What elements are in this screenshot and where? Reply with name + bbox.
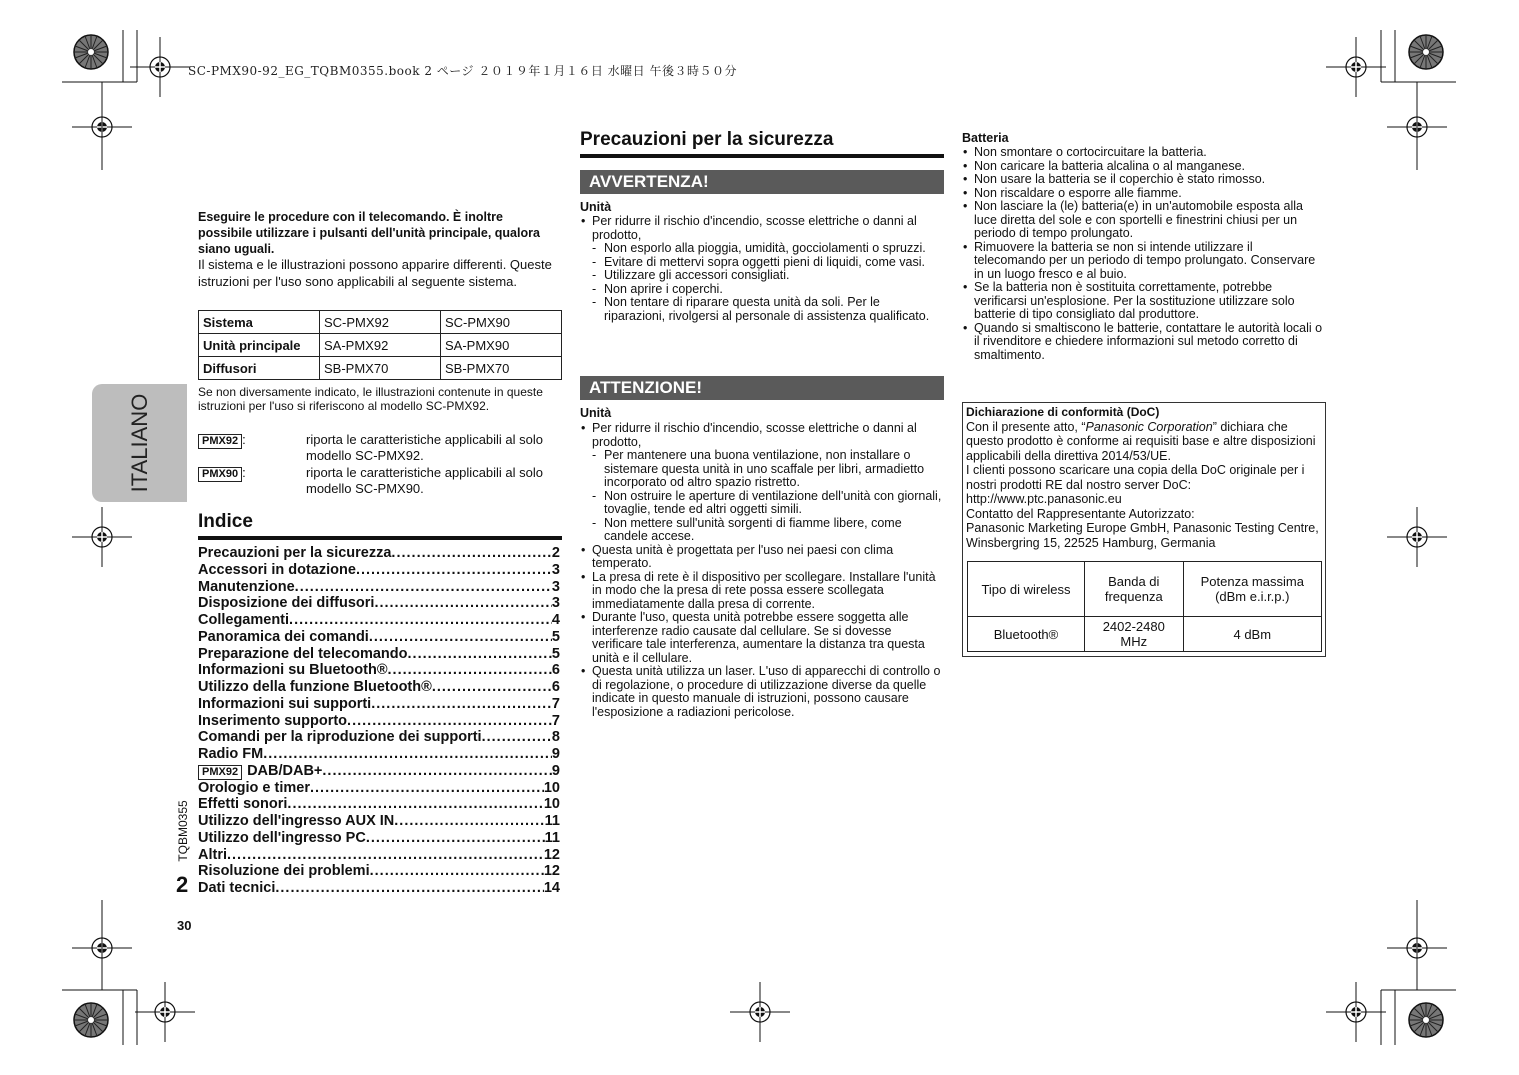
system-table: [198, 310, 562, 380]
list-item: • Per ridurre il rischio d'incendio, scosse elettriche o danni al prodotto,: [580, 215, 944, 242]
list-item: - Non esporlo alla pioggia, umidità, gocciolamenti o spruzzi.: [580, 242, 944, 256]
caution-list: [580, 422, 944, 719]
language-label: ITALIANO: [126, 393, 152, 493]
toc-item[interactable]: Radio FM ..... 9: [198, 746, 560, 763]
toc-item[interactable]: Precauzioni per la sicurezza ..... 2: [198, 545, 560, 562]
language-tab: [92, 384, 187, 502]
table-header: Banda di frequenza: [1085, 562, 1184, 617]
list-item: • Questa unità utilizza un laser. L'uso di apparecchi di controllo o di regolazione, o procedure di utilizzazione diverse da quelle indicate in questo manuale di istruzioni, possono causare l'esposizione a radiazioni pericolose.: [580, 665, 944, 719]
table-cell: Diffusori: [199, 357, 320, 380]
intro-text: Il sistema e le illustrazioni possono apparire differenti. Queste istruzioni per l'uso sono applicabili al seguente sistema.: [198, 257, 552, 289]
battery-list: [962, 146, 1326, 362]
toc-item[interactable]: Effetti sonori ..... 10: [198, 796, 560, 813]
model-tag-text: riporta le caratteristiche applicabili al solo modello SC-PMX90.: [306, 465, 544, 496]
list-item: • Quando si smaltiscono le batterie, contattare le autorità locali o il rivenditore e chiedere informazioni sul metodo corretto di smaltimento.: [962, 322, 1326, 363]
table-cell: Bluetooth®: [968, 617, 1085, 652]
battery-title: Batteria: [962, 131, 1009, 145]
doc-statement: Con il presente atto, “Panasonic Corporation” dichiara che questo prodotto è conforme ai requisiti base e altre disposizioni applicabili della direttiva 2014/53/UE.: [966, 419, 1316, 463]
doc-text: [966, 405, 1322, 550]
table-cell: SA-PMX92: [320, 334, 441, 357]
toc-item[interactable]: Orologio e timer ..... 10: [198, 780, 560, 797]
toc-item[interactable]: Altri ..... 12: [198, 847, 560, 864]
toc-item[interactable]: Dati tecnici ..... 14: [198, 880, 560, 897]
table-cell: SC-PMX90: [441, 311, 562, 334]
list-item: - Utilizzare gli accessori consigliati.: [580, 269, 944, 283]
list-item: • Questa unità è progettata per l'uso nei paesi con clima temperato.: [580, 544, 944, 571]
toc-item[interactable]: Utilizzo dell'ingresso PC ..... 11: [198, 830, 560, 847]
list-item: • Non usare la batteria se il coperchio è stato rimosso.: [962, 173, 1326, 187]
toc-item[interactable]: Preparazione del telecomando ..... 5: [198, 646, 560, 663]
print-header: SC-PMX90-92_EG_TQBM0355.book 2 ページ ２０１９年１月１６日 水曜日 午後３時５０分: [188, 64, 737, 78]
model-badge: PMX90: [198, 467, 242, 482]
toc-item[interactable]: Utilizzo della funzione Bluetooth® ..... 6: [198, 679, 560, 696]
model-tag-row: PMX90 : riporta le caratteristiche applicabili al solo modello SC-PMX90.: [198, 465, 560, 497]
model-badge: PMX92: [198, 434, 242, 449]
toc-item[interactable]: Informazioni sui supporti ..... 7: [198, 696, 560, 713]
table-row: [199, 334, 562, 357]
doc-title: Dichiarazione di conformità (DoC): [966, 405, 1160, 419]
table-row: [968, 562, 1322, 617]
table-of-contents: [198, 545, 560, 897]
table-cell: SA-PMX90: [441, 334, 562, 357]
caution-banner: ATTENZIONE!: [580, 376, 944, 400]
doc-url[interactable]: http://www.ptc.panasonic.eu: [966, 492, 1122, 506]
list-item: - Non tentare di riparare questa unità da soli. Per le riparazioni, rivolgersi al personale di assistenza qualificato.: [580, 296, 944, 323]
toc-item[interactable]: Comandi per la riproduzione dei supporti ..... 8: [198, 729, 560, 746]
doc-code: TQBM0355: [176, 800, 190, 862]
list-item: • Non riscaldare o esporre alle fiamme.: [962, 187, 1326, 201]
toc-item[interactable]: Panoramica dei comandi ..... 5: [198, 629, 560, 646]
toc-item[interactable]: Collegamenti ..... 4: [198, 612, 560, 629]
toc-item[interactable]: Manutenzione ..... 3: [198, 579, 560, 596]
table-header: Potenza massima (dBm e.i.r.p.): [1183, 562, 1321, 617]
table-cell: Unità principale: [199, 334, 320, 357]
toc-item[interactable]: Risoluzione dei problemi ..... 12: [198, 863, 560, 880]
list-item: • La presa di rete è il dispositivo per scollegare. Installare l'unità in modo che la presa di rete possa essere scollegata immediatamente dalla presa di corrente.: [580, 571, 944, 612]
safety-rule: [580, 154, 944, 158]
table-cell: SB-PMX70: [441, 357, 562, 380]
model-badge: PMX92: [198, 765, 242, 780]
warning-list: [580, 215, 944, 323]
doc-contact-label: Contatto del Rappresentante Autorizzato:: [966, 506, 1195, 521]
warning-banner: AVVERTENZA!: [580, 170, 944, 194]
list-item: • Non lasciare la (le) batteria(e) in un'automobile esposta alla luce diretta del sole e con sportelli e finestrini chiusi per un periodo di tempo prolungato.: [962, 200, 1326, 241]
list-item: • Per ridurre il rischio d'incendio, scosse elettriche o danni al prodotto,: [580, 422, 944, 449]
list-item: - Non ostruire le aperture di ventilazione dell'unità con giornali, tovaglie, tende ed altri oggetti simili.: [580, 490, 944, 517]
list-item: • Se la batteria non è sostituita correttamente, potrebbe verificarsi un'esplosione. Per la sostituzione utilizzare solo batterie di tipo consigliato dal produttore.: [962, 281, 1326, 322]
list-item: • Durante l'uso, questa unità potrebbe essere soggetta alle interferenze radio causate dal cellulare. Se si dovesse verificare tale interferenza, aumentare la distanza tra questa unità e il cellulare.: [580, 611, 944, 665]
toc-item[interactable]: PMX92 DAB/DAB+ ..... 9: [198, 763, 560, 780]
list-item: - Evitare di mettervi sopra oggetti pieni di liquidi, come vasi.: [580, 256, 944, 270]
table-cell: Sistema: [199, 311, 320, 334]
list-item: • Rimuovere la batteria se non si intende utilizzare il telecomando per un periodo di tempo prolungato. Conservare in un luogo fresco e al buio.: [962, 241, 1326, 282]
model-tag-row: PMX92 : riporta le caratteristiche applicabili al solo modello SC-PMX92.: [198, 432, 560, 464]
wireless-table: [967, 561, 1322, 652]
index-rule: [198, 536, 562, 540]
table-cell: 2402-2480 MHz: [1085, 617, 1184, 652]
list-item: • Non smontare o cortocircuitare la batteria.: [962, 146, 1326, 160]
caution-subhead: Unità: [580, 406, 612, 420]
table-row: [968, 617, 1322, 652]
page-number: 2: [176, 872, 189, 897]
footer-page-number: 30: [177, 918, 192, 933]
model-tag-text: riporta le caratteristiche applicabili al solo modello SC-PMX92.: [306, 432, 544, 463]
doc-download-text: I clienti possono scaricare una copia della DoC originale per i nostri prodotti RE dal nostro server DoC:: [966, 463, 1305, 492]
toc-item[interactable]: Informazioni su Bluetooth® ..... 6: [198, 662, 560, 679]
intro-bold-text: Eseguire le procedure con il telecomando. È inoltre possibile utilizzare i pulsanti dell'unità principale, qualora siano uguali.: [198, 210, 540, 256]
index-title: Indice: [198, 511, 253, 532]
warning-subhead: Unità: [580, 200, 612, 214]
table-cell: SC-PMX92: [320, 311, 441, 334]
safety-title: Precauzioni per la sicurezza: [580, 129, 834, 150]
toc-item[interactable]: Inserimento supporto ..... 7: [198, 713, 560, 730]
table-cell: 4 dBm: [1183, 617, 1321, 652]
toc-item[interactable]: Accessori in dotazione ..... 3: [198, 562, 560, 579]
list-item: • Non caricare la batteria alcalina o al manganese.: [962, 160, 1326, 174]
list-item: - Per mantenere una buona ventilazione, non installare o sistemare questa unità in uno scaffale per libri, armadietto incorporato od altro spazio ristretto.: [580, 449, 944, 490]
doc-contact-address: Panasonic Marketing Europe GmbH, Panasonic Testing Centre, Winsbergring 15, 22525 Hamburg, Germania: [966, 521, 1319, 550]
illustration-note: Se non diversamente indicato, le illustrazioni contenute in queste istruzioni per l'uso si riferiscono al modello SC-PMX92.: [198, 385, 543, 413]
toc-item[interactable]: Disposizione dei diffusori ..... 3: [198, 595, 560, 612]
list-item: - Non aprire i coperchi.: [580, 283, 944, 297]
list-item: - Non mettere sull'unità sorgenti di fiamme libere, come candele accese.: [580, 517, 944, 544]
table-header: Tipo di wireless: [968, 562, 1085, 617]
table-cell: SB-PMX70: [320, 357, 441, 380]
table-row: [199, 311, 562, 334]
table-row: [199, 357, 562, 380]
toc-item[interactable]: Utilizzo dell'ingresso AUX IN ..... 11: [198, 813, 560, 830]
